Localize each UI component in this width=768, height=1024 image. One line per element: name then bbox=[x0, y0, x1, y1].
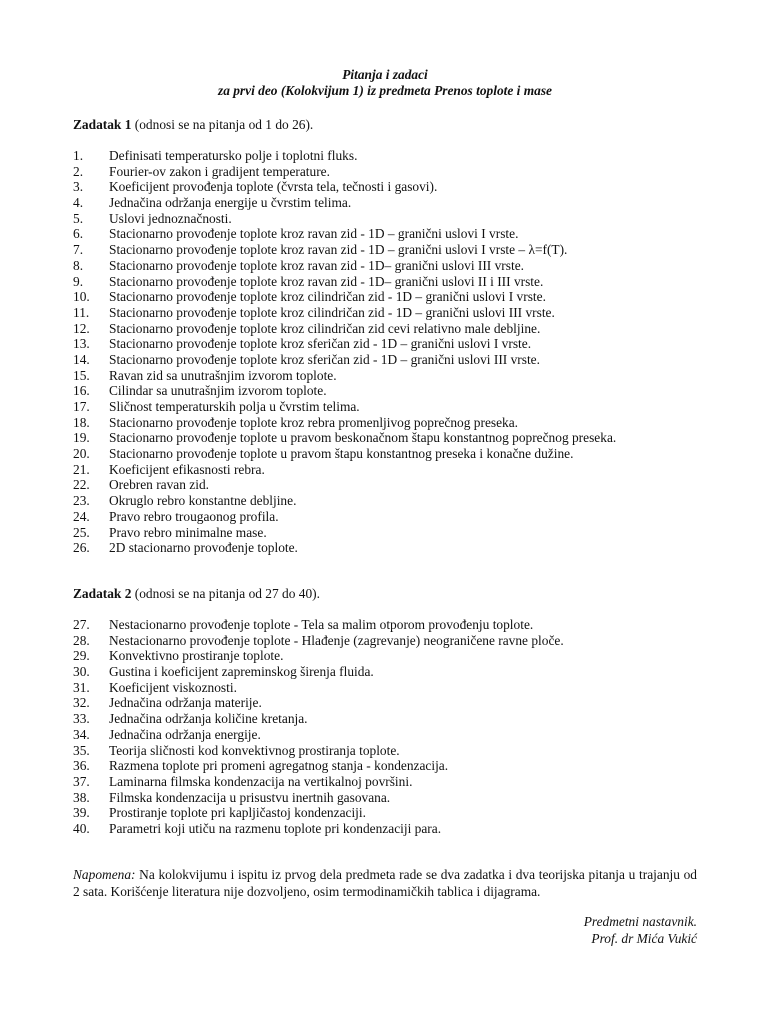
question-item bbox=[73, 695, 564, 711]
question-number: 22. bbox=[73, 477, 90, 493]
note-label: Napomena: bbox=[73, 867, 136, 882]
question-number: 34. bbox=[73, 726, 90, 742]
document-title: Pitanja i zadaci bbox=[342, 67, 428, 82]
question-number: 3. bbox=[73, 179, 84, 195]
question-number: 20. bbox=[73, 446, 90, 462]
question-item bbox=[73, 617, 564, 633]
question-text: Nestacionarno provođenje toplote - Tela sa malim otporom provođenju toplote. bbox=[109, 617, 534, 632]
question-text: Ravan zid sa unutrašnjim izvorom toplote. bbox=[109, 367, 337, 383]
question-item bbox=[73, 743, 564, 759]
question-number: 16. bbox=[73, 383, 90, 399]
question-item bbox=[73, 383, 616, 399]
question-number: 8. bbox=[73, 257, 84, 273]
signature-block bbox=[584, 913, 697, 947]
task2-label: Zadatak 2 bbox=[73, 586, 132, 601]
question-number: 26. bbox=[73, 540, 90, 556]
question-text: Jednačina održanja energije. bbox=[109, 726, 261, 742]
question-text: Stacionarno provođenje toplote kroz rebra promenljivog poprečnog preseka. bbox=[109, 414, 519, 430]
task1-question-list bbox=[73, 148, 616, 556]
question-item bbox=[73, 164, 616, 180]
question-text: Teorija sličnosti kod konvektivnog prostiranja toplote. bbox=[109, 742, 400, 758]
question-text: Filmska kondenzacija u prisustvu inertnih gasovana. bbox=[109, 789, 391, 805]
question-item bbox=[73, 242, 616, 258]
question-number: 29. bbox=[73, 648, 90, 664]
question-item bbox=[73, 305, 616, 321]
question-item bbox=[73, 321, 616, 337]
question-number: 15. bbox=[73, 367, 90, 383]
question-number: 4. bbox=[73, 195, 84, 211]
question-item bbox=[73, 211, 616, 227]
question-item bbox=[73, 336, 616, 352]
question-text: Stacionarno provođenje toplote u pravom štapu konstantnog preseka i konačne dužine. bbox=[109, 446, 574, 462]
question-text: Stacionarno provođenje toplote kroz cilindričan zid - 1D – granični uslovi III vrste. bbox=[109, 304, 555, 320]
question-item bbox=[73, 399, 616, 415]
question-item bbox=[73, 805, 564, 821]
question-number: 38. bbox=[73, 789, 90, 805]
question-text: Koeficijent provođenja toplote (čvrsta tela, tečnosti i gasovi). bbox=[109, 179, 438, 195]
question-text: Koeficijent efikasnosti rebra. bbox=[109, 461, 265, 477]
question-item bbox=[73, 727, 564, 743]
question-item bbox=[73, 430, 616, 446]
question-text: Pravo rebro trougaonog profila. bbox=[109, 508, 279, 524]
question-item bbox=[73, 368, 616, 384]
question-number: 35. bbox=[73, 742, 90, 758]
task1-label: Zadatak 1 bbox=[73, 117, 132, 132]
question-item bbox=[73, 148, 616, 164]
signature-role: Predmetni nastavnik. bbox=[583, 914, 697, 929]
question-number: 21. bbox=[73, 461, 90, 477]
question-text: Definisati temperatursko polje i toplotni fluks. bbox=[109, 148, 358, 163]
question-number: 13. bbox=[73, 336, 90, 352]
question-text: Cilindar sa unutrašnjim izvorom toplote. bbox=[109, 383, 327, 399]
question-number: 7. bbox=[73, 242, 84, 258]
question-item bbox=[73, 633, 564, 649]
question-item bbox=[73, 462, 616, 478]
question-text: Stacionarno provođenje toplote kroz cilindričan zid - 1D – granični uslovi I vrste. bbox=[109, 289, 546, 305]
question-item bbox=[73, 446, 616, 462]
question-text: Nestacionarno provođenje toplote - Hlađenje (zagrevanje) neograničene ravne ploče. bbox=[109, 632, 564, 648]
question-item bbox=[73, 274, 616, 290]
question-number: 18. bbox=[73, 414, 90, 430]
question-item bbox=[73, 258, 616, 274]
question-text: Gustina i koeficijent zapreminskog širenja fluida. bbox=[109, 664, 374, 680]
question-item bbox=[73, 790, 564, 806]
question-text: Stacionarno provođenje toplote kroz sferičan zid - 1D – granični uslovi III vrste. bbox=[109, 351, 540, 367]
task2-range: (odnosi se na pitanja od 27 do 40). bbox=[131, 586, 320, 601]
question-item bbox=[73, 774, 564, 790]
question-text: 2D stacionarno provođenje toplote. bbox=[109, 540, 298, 556]
question-item bbox=[73, 179, 616, 195]
question-number: 10. bbox=[73, 289, 90, 305]
question-text: Stacionarno provođenje toplote kroz cilindričan zid cevi relativno male debljine. bbox=[109, 320, 541, 336]
question-number: 14. bbox=[73, 351, 90, 367]
question-text: Prostiranje toplote pri kapljičastoj kondenzaciji. bbox=[109, 805, 366, 821]
question-number: 6. bbox=[73, 226, 84, 242]
question-text: Stacionarno provođenje toplote kroz sferičan zid - 1D – granični uslovi I vrste. bbox=[109, 336, 532, 352]
task1-range: (odnosi se na pitanja od 1 do 26). bbox=[131, 117, 314, 132]
question-item bbox=[73, 509, 616, 525]
task2-heading bbox=[73, 586, 320, 602]
question-text: Stacionarno provođenje toplote kroz ravan zid - 1D – granični uslovi I vrste – λ=f(T). bbox=[109, 242, 568, 258]
question-number: 39. bbox=[73, 805, 90, 821]
note-paragraph bbox=[73, 866, 697, 900]
question-text: Sličnost temperaturskih polja u čvrstim telima. bbox=[109, 399, 360, 414]
signature-name: Prof. dr Mića Vukić bbox=[591, 931, 697, 946]
question-number: 28. bbox=[73, 632, 90, 648]
question-number: 24. bbox=[73, 508, 90, 524]
question-number: 30. bbox=[73, 664, 90, 680]
question-text: Stacionarno provođenje toplote u pravom beskonačnom štapu konstantnog poprečnog preseka. bbox=[109, 430, 617, 446]
question-text: Orebren ravan zid. bbox=[109, 477, 210, 493]
question-text: Parametri koji utiču na razmenu toplote pri kondenzaciji para. bbox=[109, 820, 442, 836]
question-number: 25. bbox=[73, 524, 90, 540]
question-number: 5. bbox=[73, 210, 84, 226]
question-item bbox=[73, 711, 564, 727]
question-text: Pravo rebro minimalne mase. bbox=[109, 524, 267, 540]
question-text: Fourier-ov zakon i gradijent temperature. bbox=[109, 163, 330, 179]
question-number: 1. bbox=[73, 148, 84, 163]
question-text: Okruglo rebro konstantne debljine. bbox=[109, 493, 297, 509]
question-item bbox=[73, 821, 564, 837]
question-number: 40. bbox=[73, 820, 90, 836]
question-number: 19. bbox=[73, 430, 90, 446]
question-item bbox=[73, 289, 616, 305]
question-item bbox=[73, 648, 564, 664]
document-header bbox=[73, 67, 697, 99]
question-text: Uslovi jednoznačnosti. bbox=[109, 210, 232, 226]
question-text: Konvektivno prostiranje toplote. bbox=[109, 648, 284, 664]
question-number: 27. bbox=[73, 617, 90, 632]
question-number: 33. bbox=[73, 711, 90, 727]
question-number: 17. bbox=[73, 399, 90, 414]
question-item bbox=[73, 758, 564, 774]
question-text: Jednačina održanja materije. bbox=[109, 695, 262, 711]
question-number: 37. bbox=[73, 773, 90, 789]
question-text: Jednačina održanja količine kretanja. bbox=[109, 711, 308, 727]
question-item bbox=[73, 525, 616, 541]
question-text: Stacionarno provođenje toplote kroz ravan zid - 1D – granični uslovi I vrste. bbox=[109, 226, 519, 242]
question-number: 2. bbox=[73, 163, 84, 179]
question-number: 12. bbox=[73, 320, 90, 336]
question-item bbox=[73, 352, 616, 368]
question-item bbox=[73, 415, 616, 431]
question-item bbox=[73, 477, 616, 493]
question-item bbox=[73, 680, 564, 696]
question-item bbox=[73, 493, 616, 509]
question-text: Jednačina održanja energije u čvrstim telima. bbox=[109, 195, 352, 211]
question-item bbox=[73, 195, 616, 211]
question-number: 23. bbox=[73, 493, 90, 509]
question-item bbox=[73, 226, 616, 242]
task2-question-list bbox=[73, 617, 564, 837]
question-text: Laminarna filmska kondenzacija na vertikalnoj površini. bbox=[109, 773, 413, 789]
document-subtitle: za prvi deo (Kolokvijum 1) iz predmeta Prenos toplote i mase bbox=[217, 82, 552, 98]
question-text: Stacionarno provođenje toplote kroz ravan zid - 1D– granični uslovi II i III vrste. bbox=[109, 273, 544, 289]
question-number: 32. bbox=[73, 695, 90, 711]
note-text: Na kolokvijumu i ispitu iz prvog dela predmeta rade se dva zadatka i dva teorijska pitanja u trajanju od 2 sata. Korišćenje literatura nije dozvoljeno, osim termodinamičkih tablica i dijagrama. bbox=[73, 867, 697, 899]
task1-heading bbox=[73, 117, 313, 133]
question-number: 31. bbox=[73, 679, 90, 695]
question-text: Stacionarno provođenje toplote kroz ravan zid - 1D– granični uslovi III vrste. bbox=[109, 257, 524, 273]
question-text: Razmena toplote pri promeni agregatnog stanja - kondenzacija. bbox=[109, 758, 449, 774]
question-number: 9. bbox=[73, 273, 84, 289]
question-item bbox=[73, 664, 564, 680]
question-number: 36. bbox=[73, 758, 90, 774]
question-item bbox=[73, 540, 616, 556]
question-text: Koeficijent viskoznosti. bbox=[109, 679, 237, 695]
question-number: 11. bbox=[73, 304, 90, 320]
